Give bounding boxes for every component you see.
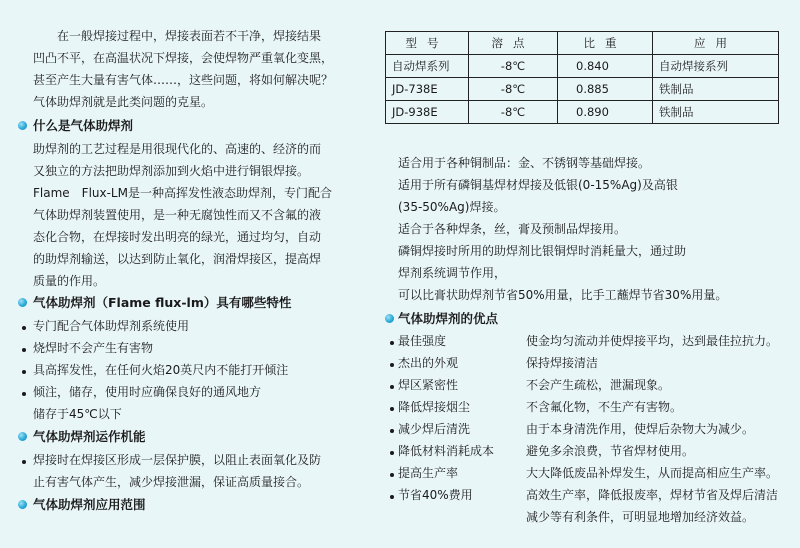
table-row	[386, 101, 779, 124]
bullet-icon	[390, 363, 394, 367]
intro-line-4: 气体助焊剂就是此类问题的克星。	[33, 95, 214, 109]
advantage-desc: 不会产生疏松，泄漏现象。	[526, 378, 671, 392]
property-item-4: 倾注，储存，使用时应确保良好的通风地方	[33, 385, 262, 399]
intro-line-1: 在一般焊接过程中，焊接表面若不干净，焊接结果	[57, 29, 322, 43]
advantage-name: 节省40%费用	[398, 488, 473, 502]
bullet-icon	[22, 326, 26, 330]
cell-melting: -8℃	[469, 78, 558, 101]
header-model: 型号	[386, 32, 469, 55]
bullet-icon	[390, 341, 394, 345]
advantage-desc: 由于本身清洗作用，使焊后杂物大为减少。	[526, 422, 755, 436]
advantage-name: 焊区紧密性	[398, 378, 459, 392]
cell-gravity: 0.840	[558, 55, 653, 78]
usage-line-3: (35-50%Ag)焊接。	[398, 200, 506, 214]
table-header-row	[386, 32, 779, 55]
bullet-icon	[22, 370, 26, 374]
section1-line-4: 气体助焊剂装置使用，是一种无腐蚀性而又不含氟的液	[33, 208, 322, 222]
section-title-properties: 气体助焊剂（Flame flux-lm）具有哪些特性	[33, 295, 292, 310]
section-title-advantages: 气体助焊剂的优点	[398, 311, 499, 326]
advantage-desc: 避免多余浪费，节省焊材使用。	[526, 444, 695, 458]
section-title-what-is: 什么是气体助焊剂	[33, 118, 134, 133]
section-dot-icon	[18, 432, 27, 441]
bullet-icon	[22, 348, 26, 352]
advantage-name: 杰出的外观	[398, 356, 459, 370]
section-dot-icon	[385, 314, 394, 323]
property-item-5: 储存于45℃以下	[33, 407, 122, 421]
property-item-1: 专门配合气体助焊剂系统使用	[33, 319, 190, 333]
advantage-name: 减少焊后清洗	[398, 422, 471, 436]
cell-application: 铁制品	[653, 78, 779, 101]
cell-application: 自动焊接系列	[653, 55, 779, 78]
advantage-desc: 高效生产率，降低报废率，焊材节省及焊后清洁	[526, 488, 779, 502]
intro-line-3: 甚至产生大量有害气体……，这些问题，将如何解决呢？	[33, 73, 334, 87]
cell-melting: -8℃	[469, 55, 558, 78]
cell-model: JD-938E	[386, 101, 469, 124]
usage-line-5: 磷铜焊接时所用的助焊剂比银铜焊时消耗量大，通过助	[398, 244, 687, 258]
header-application: 应用	[653, 32, 779, 55]
section1-line-5: 态化合物，在焊接时发出明亮的绿光，通过均匀，自动	[33, 230, 322, 244]
section-title-mechanism: 气体助焊剂运作机能	[33, 429, 146, 444]
usage-line-1: 适合用于各种铜制品：金、不锈钢等基础焊接。	[398, 156, 651, 170]
property-item-3: 具高挥发性，在任何火焰20英尺内不能打开倾注	[33, 363, 289, 377]
advantage-name: 提高生产率	[398, 466, 459, 480]
section1-line-2: 又独立的方法把助焊剂添加到火焰中进行铜银焊接。	[33, 164, 310, 178]
advantage-name: 降低材料消耗成本	[398, 444, 495, 458]
cell-gravity: 0.890	[558, 101, 653, 124]
section1-line-7: 质量的作用。	[33, 274, 106, 288]
spec-table	[385, 31, 779, 124]
intro-line-2: 凹凸不平，在高温状况下焊接，会使焊物严重氧化变黑，	[33, 51, 334, 65]
bullet-icon	[390, 407, 394, 411]
section-dot-icon	[18, 298, 27, 307]
cell-model: 自动焊系列	[386, 55, 469, 78]
cell-melting: -8℃	[469, 101, 558, 124]
usage-line-2: 适用于所有磷铜基焊材焊接及低银(0-15%Ag)及高银	[398, 178, 678, 192]
usage-line-7: 可以比膏状助焊剂节省50%用量，比手工蘸焊节省30%用量。	[398, 288, 728, 302]
property-item-2: 烧焊时不会产生有害物	[33, 341, 154, 355]
bullet-icon	[390, 385, 394, 389]
section-title-applications: 气体助焊剂应用范围	[33, 497, 146, 512]
advantage-desc: 保持焊接清洁	[526, 356, 599, 370]
advantage-desc: 大大降低废品补焊发生，从而提高相应生产率。	[526, 466, 779, 480]
mechanism-line-1: 焊接时在焊接区形成一层保护膜，以阻止表面氧化及防	[33, 453, 322, 467]
section1-line-6: 的助焊剂输送，以达到防止氧化，润滑焊接区，提高焊	[33, 252, 322, 266]
bullet-icon	[22, 392, 26, 396]
bullet-icon	[390, 429, 394, 433]
usage-line-4: 适合于各种焊条，丝，膏及预制品焊接用。	[398, 222, 627, 236]
usage-line-6: 焊剂系统调节作用，	[398, 266, 507, 280]
header-specific-gravity: 比重	[558, 32, 653, 55]
cell-gravity: 0.885	[558, 78, 653, 101]
bullet-icon	[22, 460, 26, 464]
advantage-desc: 使金均匀流动并使焊接平均，达到最佳拉抗力。	[526, 334, 779, 348]
table-row	[386, 78, 779, 101]
advantage-desc-continued: 减少等有利条件，可明显地增加经济效益。	[526, 510, 755, 524]
cell-application: 铁制品	[653, 101, 779, 124]
section-dot-icon	[18, 500, 27, 509]
advantage-name: 降低焊接烟尘	[398, 400, 471, 414]
table-row	[386, 55, 779, 78]
bullet-icon	[390, 473, 394, 477]
header-melting-point: 溶点	[469, 32, 558, 55]
section1-line-3: Flame Flux-LM是一种高挥发性液态助焊剂，专门配合	[33, 186, 332, 200]
advantage-desc: 不含氟化物，不生产有害物。	[526, 400, 683, 414]
section1-line-1: 助焊剂的工艺过程是用很现代化的、高速的、经济的而	[33, 142, 322, 156]
bullet-icon	[390, 495, 394, 499]
cell-model: JD-738E	[386, 78, 469, 101]
mechanism-line-2: 止有害气体产生，减少焊接泄漏，保证高质量接合。	[33, 475, 310, 489]
advantage-name: 最佳强度	[398, 334, 447, 348]
section-dot-icon	[18, 121, 27, 130]
bullet-icon	[390, 451, 394, 455]
